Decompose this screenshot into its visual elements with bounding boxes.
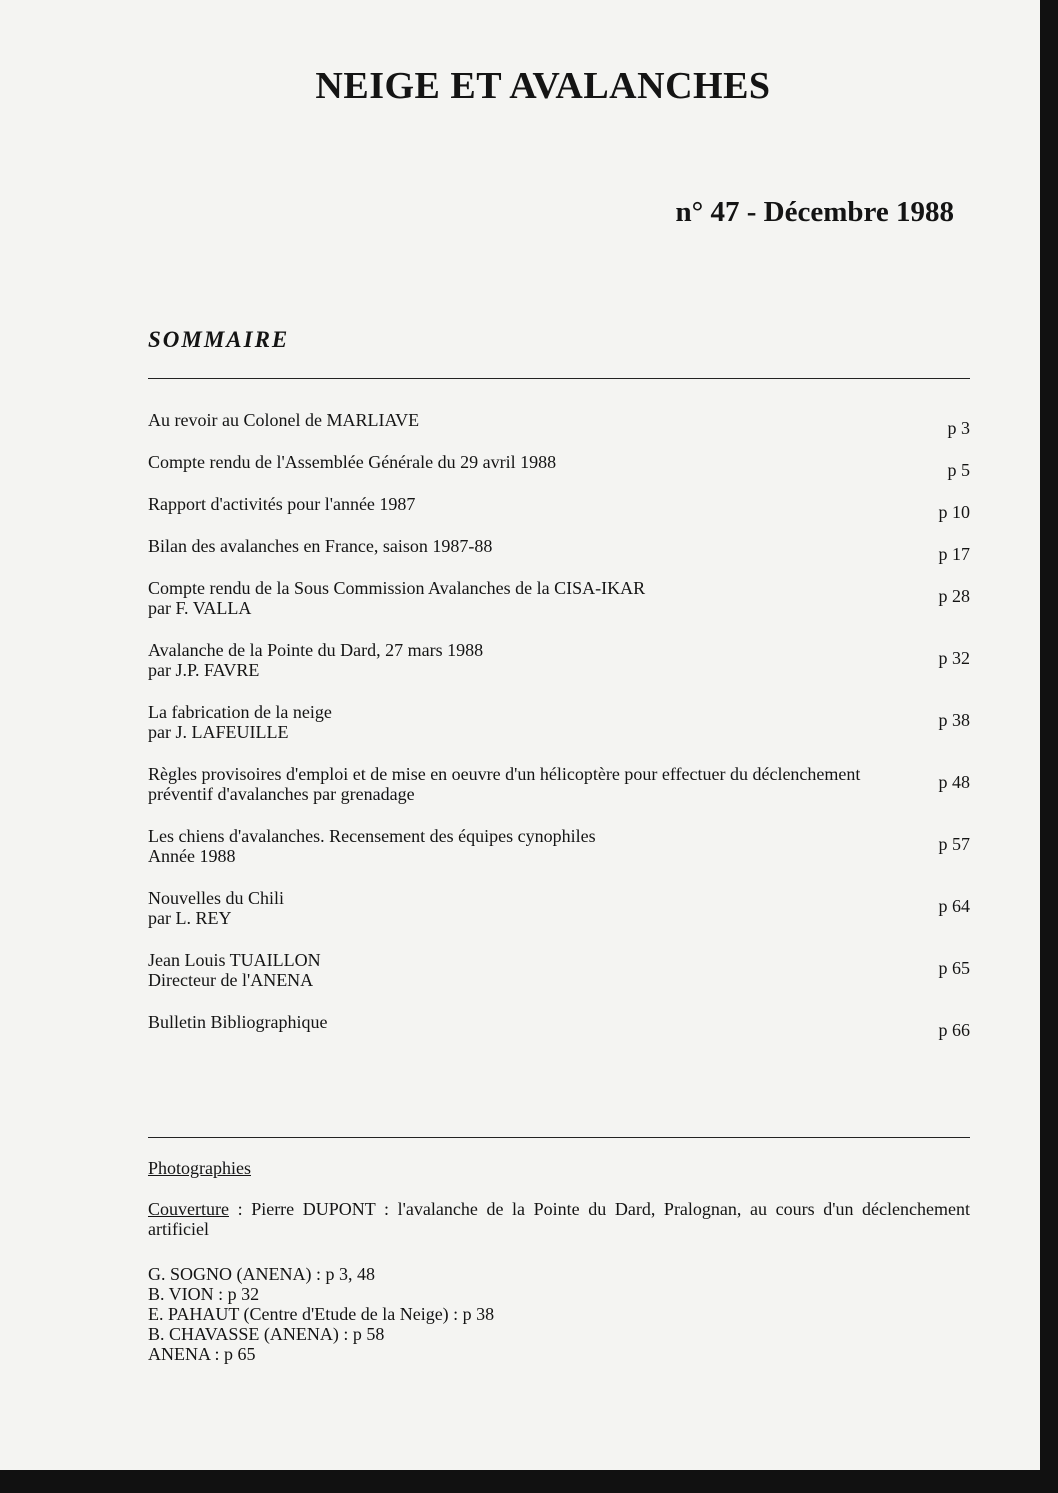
scan-edge-bottom [0, 1470, 1058, 1493]
photo-credit: E. PAHAUT (Centre d'Etude de la Neige) : p 38 [148, 1304, 495, 1324]
toc-entry-title: Les chiens d'avalanches. Recensement des équipes cynophiles [148, 826, 596, 846]
toc-entry-author: par J.P. FAVRE [148, 660, 260, 680]
toc-entry [148, 888, 970, 928]
toc-entry-title: Au revoir au Colonel de MARLIAVE [148, 410, 420, 430]
cover-credit [148, 1199, 970, 1239]
toc-entry-page: p 17 [938, 544, 970, 564]
toc-entry-title: Rapport d'activités pour l'année 1987 [148, 494, 416, 514]
photo-credit: B. CHAVASSE (ANENA) : p 58 [148, 1324, 385, 1344]
photographies-heading: Photographies [148, 1158, 251, 1178]
toc-entry [148, 578, 970, 618]
toc-entry-author: par F. VALLA [148, 598, 252, 618]
toc-entry [148, 536, 970, 564]
toc-entry-page: p 65 [938, 958, 970, 978]
photo-credits-list [148, 1264, 970, 1364]
toc-entry-page: p 48 [938, 772, 970, 792]
bottom-divider [148, 1137, 970, 1138]
toc-entry [148, 826, 970, 866]
issue-number: n° 47 - Décembre 1988 [675, 196, 954, 228]
toc-entry [148, 764, 970, 804]
toc-entry-title: Compte rendu de la Sous Commission Avalanches de la CISA-IKAR [148, 578, 646, 598]
toc-entry-author: Année 1988 [148, 846, 236, 866]
toc-entry-page: p 10 [938, 502, 970, 522]
toc-entry [148, 640, 970, 680]
toc-entry-page: p 57 [938, 834, 970, 854]
toc-entry-title: Nouvelles du Chili [148, 888, 284, 908]
toc-entry-author: par J. LAFEUILLE [148, 722, 289, 742]
toc-entry-title: Avalanche de la Pointe du Dard, 27 mars 1988 [148, 640, 484, 660]
journal-title: NEIGE ET AVALANCHES [315, 65, 771, 107]
toc-entry-title: Règles provisoires d'emploi et de mise en oeuvre d'un hélicoptère pour effectuer du déclenchement préventif d'avalanches par grenadage [148, 764, 861, 804]
toc-entry-author: Directeur de l'ANENA [148, 970, 314, 990]
toc-entry-title: La fabrication de la neige [148, 702, 332, 722]
cover-label: Couverture [148, 1199, 229, 1219]
toc-entry [148, 452, 970, 480]
toc-entry-page: p 5 [947, 460, 970, 480]
top-divider [148, 378, 970, 379]
photo-credit: ANENA : p 65 [148, 1344, 256, 1364]
photo-credit: G. SOGNO (ANENA) : p 3, 48 [148, 1264, 375, 1284]
toc-entry-page: p 38 [938, 710, 970, 730]
toc-entry-title: Compte rendu de l'Assemblée Générale du 29 avril 1988 [148, 452, 557, 472]
toc-entry [148, 494, 970, 522]
table-of-contents [148, 410, 970, 1054]
toc-entry-page: p 3 [947, 418, 970, 438]
toc-entry-title: Bulletin Bibliographique [148, 1012, 328, 1032]
sommaire-heading: SOMMAIRE [148, 327, 290, 352]
toc-entry-page: p 28 [938, 586, 970, 606]
toc-entry [148, 410, 970, 438]
toc-entry [148, 702, 970, 742]
toc-entry-title: Bilan des avalanches en France, saison 1987-88 [148, 536, 493, 556]
toc-entry-page: p 64 [938, 896, 970, 916]
photo-credit: B. VION : p 32 [148, 1284, 260, 1304]
toc-entry-author: par L. REY [148, 908, 232, 928]
photographies-section [148, 1158, 970, 1364]
toc-entry [148, 1012, 970, 1040]
toc-entry-title: Jean Louis TUAILLON [148, 950, 321, 970]
toc-entry-page: p 66 [938, 1020, 970, 1040]
toc-entry [148, 950, 970, 990]
scan-edge-right [1040, 0, 1058, 1493]
toc-entry-page: p 32 [938, 648, 970, 668]
cover-text: : Pierre DUPONT : l'avalanche de la Pointe du Dard, Pralognan, au cours d'un déclenchement artificiel [148, 1199, 970, 1239]
